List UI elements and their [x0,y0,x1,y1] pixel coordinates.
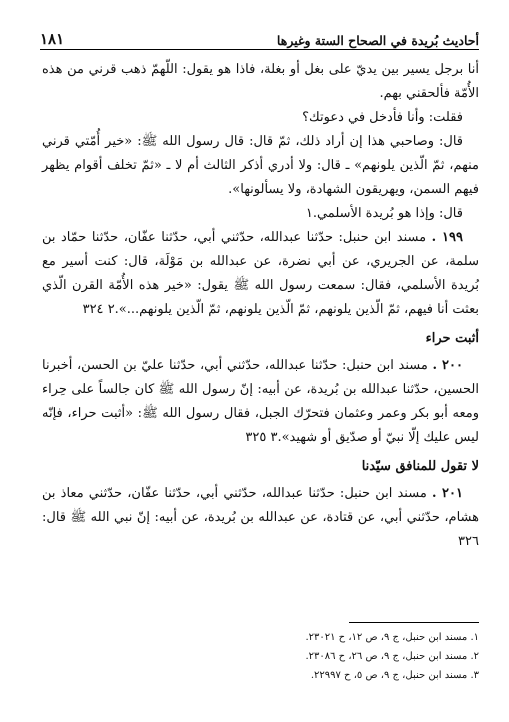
hadith-text: مسند ابن حنبل: حدّثنا عبدالله، حدّثني أبي، حدّثنا عفّان، حدّثنا حمّاد بن سلمة، عن الجريري، عن أبي نضرة، عن عبدالله بن مَوْلَة، قال: كنت أسير مع بُريدة الأسلمي، فقال: سمعت رسول الله ﷺ يقول: «خير هذه الأُمّة القرن الّذي بعثت أنا فيهم، ثمّ الّذين يلونهم، ثمّ الّذين يلونهم، ثمّ الّذين يلونهم...».٢ [42,230,479,317]
hadith-199 [42,226,479,322]
footnotes [150,628,479,685]
header-rule [40,49,479,50]
paragraph-3: قال: وصاحبي هذا إن أراد ذلك، ثمّ قال: قال رسول الله ﷺ: «خير أُمّتي قرني منهم، ثمّ الّذين يلونهم» ـ قال: ولا أدري أذكر الثالث أم لا ـ «ثمّ تخلف أقوام يظهر فيهم السمن، ويهريقون الشهادة، ولا يسألونها». [42,134,479,197]
hadith-number: ٢٠١ . [431,486,463,501]
hadith-text: مسند ابن حنبل: حدّثنا عبدالله، حدّثني أبي، حدّثنا عليّ بن الحسن، أخبرنا الحسين، حدّثنا عبدالله بن بُريدة، عن أبيه: إنّ رسول الله ﷺ كان جالساً على حِراء ومعه أبو بكر وعمر وعثمان فتحرّك الجبل، فقال رسول الله ﷺ: «أثبت حراء، فإنّه ليس عليك إلّا نبيّ أو صدّيق أو شهيد».٣ [42,358,479,445]
running-header [40,24,479,48]
cross-reference: ٣٢٥ [245,430,267,445]
paragraph-4: قال: وإذا هو بُريدة الأسلمي.١ [305,206,463,221]
section-heading-1: أثبت حراء [425,331,479,346]
section-heading-2: لا تقول للمنافق سيّدنا [361,459,479,474]
cross-reference: ٣٢٤ [82,302,104,317]
page-number: ١٨١ [40,30,65,48]
running-title: أحاديث بُريدة في الصحاح الستة وغيرها [276,33,479,48]
hadith-number: ١٩٩ . [431,230,463,245]
footnote-rule [349,622,479,623]
main-text [42,58,479,554]
hadith-number: ٢٠٠ . [432,358,463,373]
hadith-text: مسند ابن حنبل: حدّثنا عبدالله، حدّثني أبي، حدّثنا عفّان، حدّثني معاذ بن هشام، حدّثني أبي، عن قتادة، عن عبدالله بن بُريدة، عن أبيه: إنّ نبي الله ﷺ قال: [42,486,479,525]
paragraph-2: فقلت: وأنا فأدخل في دعوتك؟ [302,110,463,125]
footnote-1: ١. مسند ابن حنبل، ج ٩، ص ١٢، ح ٢٣٠٢١. [305,632,479,643]
paragraph-1: أنا برجل يسير بين يديّ على بغل أو بغلة، فاذا هو يقول: اللّهمّ ذهب قرني من هذه الأُمّة فألحقني بهم. [42,62,479,101]
hadith-200 [42,354,479,450]
footnote-2: ٢. مسند ابن حنبل، ج ٩، ص ٢٦، ح ٢٣٠٨٦. [305,651,479,662]
cross-reference: ٣٢٦ [458,534,479,549]
hadith-201 [42,482,479,554]
footnote-3: ٣. مسند ابن حنبل، ج ٩، ص ٥، ح ٢٢٩٩٧. [310,670,479,681]
